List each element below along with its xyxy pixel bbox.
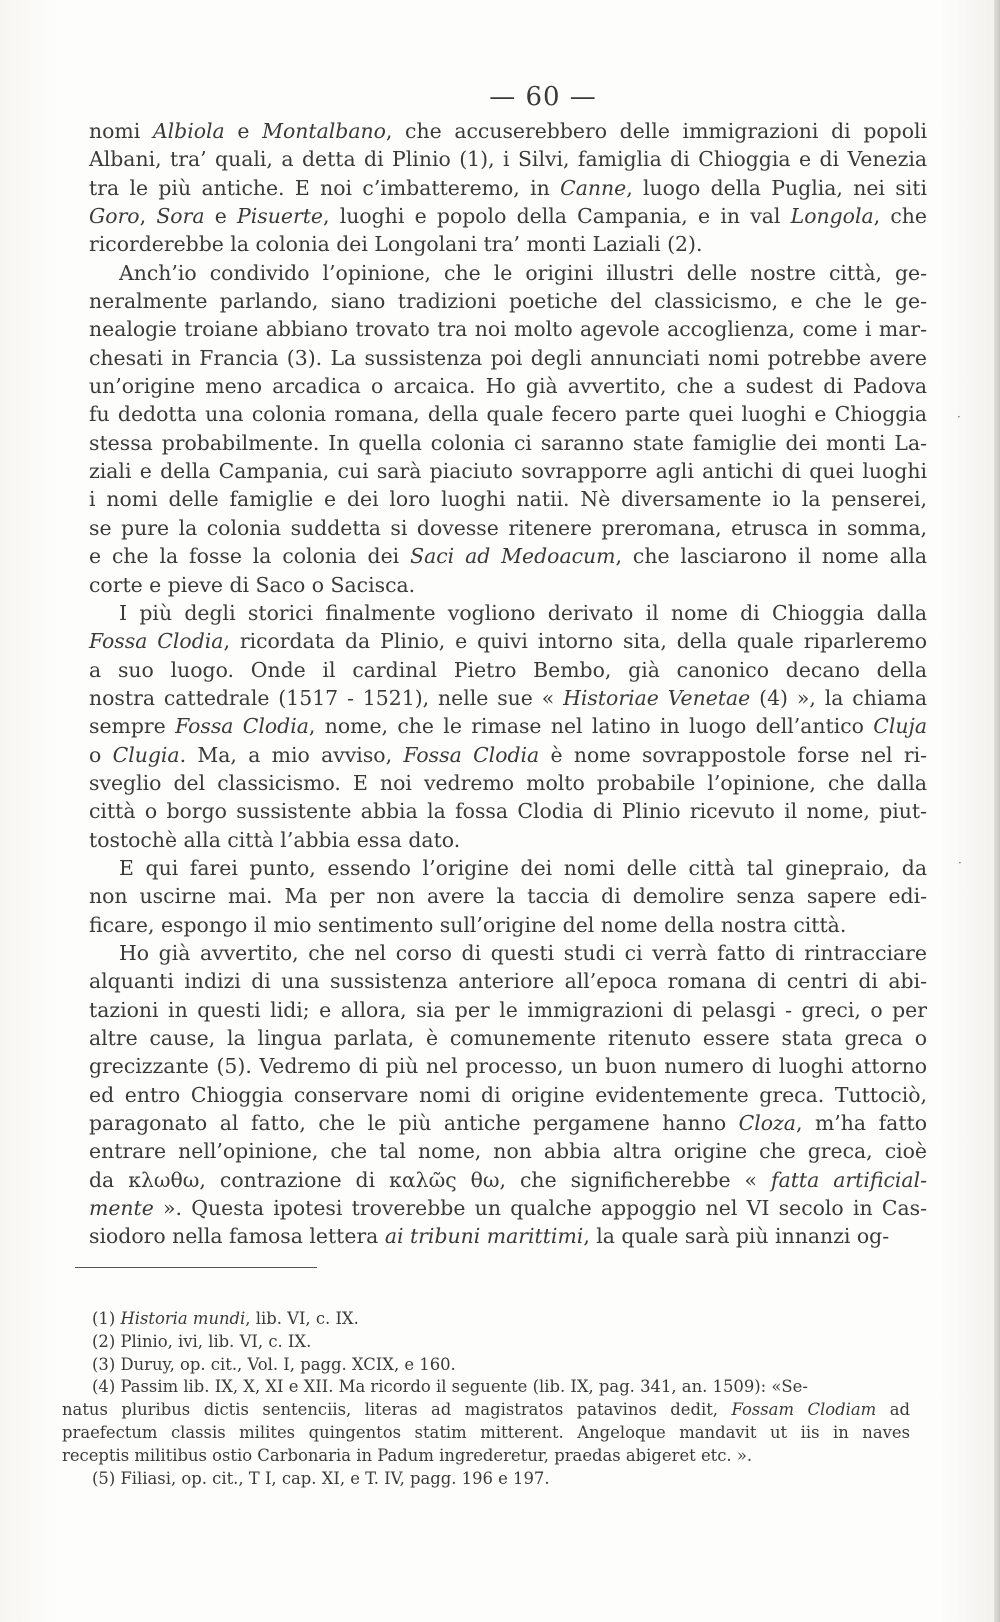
margin-speck: · bbox=[957, 410, 961, 424]
italic-text: Montalbano bbox=[262, 119, 386, 143]
italic-text: Fossa Clodia bbox=[403, 742, 540, 767]
text-line: ficare, espongo il mio sentimento sull’origine del nome della nostra città. bbox=[89, 912, 847, 937]
margin-speck: · bbox=[958, 856, 962, 870]
italic-text: Saci ad Medoacum bbox=[410, 544, 616, 569]
italic-text: fatta artificial- bbox=[771, 1167, 927, 1192]
text-line: nealogie troiane abbiano trovato tra noi molto agevole accoglienza, come i mar- bbox=[89, 317, 927, 342]
text-line: se pure la colonia suddetta si dovesse ritenere preromana, etrusca in somma, bbox=[89, 515, 927, 540]
italic-text: Historiae Venetae bbox=[563, 685, 751, 710]
footnote: (1) Historia mundi, lib. VI, c. IX. bbox=[92, 1309, 359, 1328]
footnote-continuation: receptis militibus ostio Carbonaria in Padum ingrederetur, praedas abigeret etc. ». bbox=[62, 1445, 753, 1465]
text-line: tostochè alla città l’abbia essa dato. bbox=[89, 827, 461, 852]
footnote: (2) Plinio, ivi, lib. VI, c. IX. bbox=[92, 1331, 312, 1351]
text-line: o Clugia. Ma, a mio avviso, Fossa Clodia è nome sovrappostole forse nel ri- bbox=[89, 742, 927, 767]
text-line: Ho già avvertito, che nel corso di questi studi ci verrà fatto di rintracciare bbox=[119, 940, 927, 965]
italic-text: Sora bbox=[156, 204, 205, 229]
footnote-label: (1) bbox=[92, 1309, 121, 1328]
footnote-continuation: praefectum classis milites quingentos statim mitterent. Angeloque mandavit ut iis in naves bbox=[62, 1422, 910, 1442]
text-line: città o borgo sussistente abbia la fossa Clodia di Plinio ricevuto il nome, piut- bbox=[89, 799, 927, 824]
footnote-label: (4) bbox=[92, 1377, 121, 1397]
text-line: tazioni in questi lidi; e allora, sia per le immigrazioni di pelasgi - greci, o per bbox=[89, 997, 927, 1022]
footnote-separator bbox=[75, 1267, 317, 1268]
footnotes bbox=[62, 1308, 910, 1490]
text-line: Fossa Clodia, ricordata da Plinio, e quivi intorno sita, della quale riparleremo bbox=[89, 629, 927, 654]
italic-text: mente bbox=[89, 1196, 154, 1221]
text-line: e che la fosse la colonia dei Saci ad Medoacum, che lasciarono il nome alla bbox=[89, 544, 927, 569]
text-line: ricorderebbe la colonia dei Longolani tra’ monti Laziali (2). bbox=[89, 232, 703, 257]
italic-text: Goro bbox=[89, 204, 140, 229]
italic-text: Clugia bbox=[112, 742, 180, 767]
text-line: siodoro nella famosa lettera ai tribuni marittimi, la quale sarà più innanzi og- bbox=[89, 1224, 890, 1249]
italic-text: Historia mundi bbox=[120, 1309, 246, 1328]
text-line: I più degli storici finalmente vogliono derivato il nome di Chioggia dalla bbox=[119, 600, 927, 625]
text-line: Goro, Sora e Pisuerte, luoghi e popolo della Campania, e in val Longola, che bbox=[89, 204, 927, 229]
footnote: (3) Duruy, op. cit., Vol. I, pagg. XCIX, e 160. bbox=[92, 1354, 456, 1374]
text-line: nostra cattedrale (1517 - 1521), nelle sue « Historiae Venetae (4) », la chiama bbox=[89, 685, 928, 710]
text-line: neralmente parlando, siano tradizioni poetiche del classicismo, e che le ge- bbox=[89, 289, 927, 314]
footnote-label: (5) bbox=[92, 1468, 121, 1488]
text-line: da κλωθω, contrazione di καλῶς θω, che significherebbe « fatta artificial- bbox=[89, 1167, 927, 1192]
footnote-label: (2) bbox=[92, 1331, 121, 1351]
italic-text: Fossa Clodia bbox=[175, 714, 309, 739]
text-line: sveglio del classicismo. E noi vedremo molto probabile l’opinione, che dalla bbox=[89, 770, 927, 795]
body-text bbox=[89, 117, 927, 1251]
text-line: corte e pieve di Saco o Sacisca. bbox=[89, 572, 416, 597]
text-line: paragonato al fatto, che le più antiche pergamene hanno Cloza, m’ha fatto bbox=[89, 1111, 927, 1136]
text-line: alquanti indizi di una sussistenza anteriore all’epoca romana di centri di abi- bbox=[89, 969, 927, 994]
text-line: grecizzante (5). Vedremo di più nel processo, un buon numero di luoghi attorno bbox=[89, 1054, 927, 1079]
footnote-label: (3) bbox=[92, 1354, 121, 1374]
text-line: altre cause, la lingua parlata, è comunemente ritenuto essere stata greca o bbox=[89, 1026, 927, 1050]
footnote: (4) Passim lib. IX, X, XI e XII. Ma ricordo il seguente (lib. IX, pag. 341, an. 1509): «Se- bbox=[92, 1377, 808, 1397]
text-line: a suo luogo. Onde il cardinal Pietro Bembo, già canonico decano della bbox=[89, 657, 927, 682]
italic-text: Fossam Clodiam bbox=[731, 1400, 877, 1420]
italic-text: ai tribuni marittimi bbox=[384, 1224, 584, 1249]
italic-text: Fossa Clodia bbox=[89, 629, 224, 654]
text-line: i nomi delle famiglie e dei loro luoghi natii. Nè diversamente io la penserei, bbox=[89, 487, 927, 512]
italic-text: Albiola bbox=[152, 119, 225, 143]
text-line: un’origine meno arcadica o arcaica. Ho già avvertito, che a sudest di Padova bbox=[89, 374, 927, 399]
text-line: stessa probabilmente. In quella colonia ci saranno state famiglie dei monti La- bbox=[89, 430, 927, 455]
text-line: fu dedotta una colonia romana, della quale fecero parte quei luoghi e Chioggia bbox=[89, 402, 927, 427]
page-number: — 60 — bbox=[489, 82, 597, 112]
text-line: non uscirne mai. Ma per non avere la taccia di demolire senza sapere edi- bbox=[89, 884, 927, 909]
page-edge-shadow bbox=[994, 0, 1000, 1622]
text-line: Anch’io condivido l’opinione, che le origini illustri delle nostre città, ge- bbox=[119, 260, 927, 285]
text-line: tra le più antiche. E noi c’imbatteremo, in Canne, luogo della Puglia, nei siti bbox=[89, 175, 927, 200]
text-line: ed entro Chioggia conservare nomi di origine evidentemente greca. Tuttociò, bbox=[89, 1082, 927, 1107]
italic-text: Cluja bbox=[873, 714, 927, 739]
footnote: (5) Filiasi, op. cit., T I, cap. XI, e T. IV, pagg. 196 e 197. bbox=[92, 1468, 550, 1488]
italic-text: Longola bbox=[790, 204, 874, 229]
italic-text: Pisuerte bbox=[237, 204, 323, 229]
text-line: nomi Albiola e Montalbano, che accuserebbero delle immigrazioni di popoli bbox=[89, 119, 928, 143]
italic-text: Canne bbox=[560, 175, 627, 200]
footnote-continuation: natus pluribus dictis sentenciis, literas ad magistratos patavinos dedit, Fossam Clodiam ad bbox=[62, 1400, 910, 1420]
text-line: chesati in Francia (3). La sussistenza poi degli annunciati nomi potrebbe avere bbox=[89, 345, 927, 370]
text-line: mente ». Questa ipotesi troverebbe un qualche appoggio nel VI secolo in Cas- bbox=[89, 1196, 927, 1221]
text-line: entrare nell’opinione, che tal nome, non abbia altra origine che greca, cioè bbox=[89, 1139, 927, 1164]
text-line: ziali e della Campania, cui sarà piaciuto sovrapporre agli antichi di quei luoghi bbox=[89, 459, 927, 484]
text-line: Albani, tra’ quali, a detta di Plinio (1), i Silvi, famiglia di Chioggia e di Venezia bbox=[89, 147, 927, 172]
italic-text: Cloza bbox=[738, 1111, 796, 1136]
text-line: sempre Fossa Clodia, nome, che le rimase nel latino in luogo dell’antico Cluja bbox=[89, 714, 927, 739]
text-line: E qui farei punto, essendo l’origine dei nomi delle città tal ginepraio, da bbox=[119, 855, 927, 880]
